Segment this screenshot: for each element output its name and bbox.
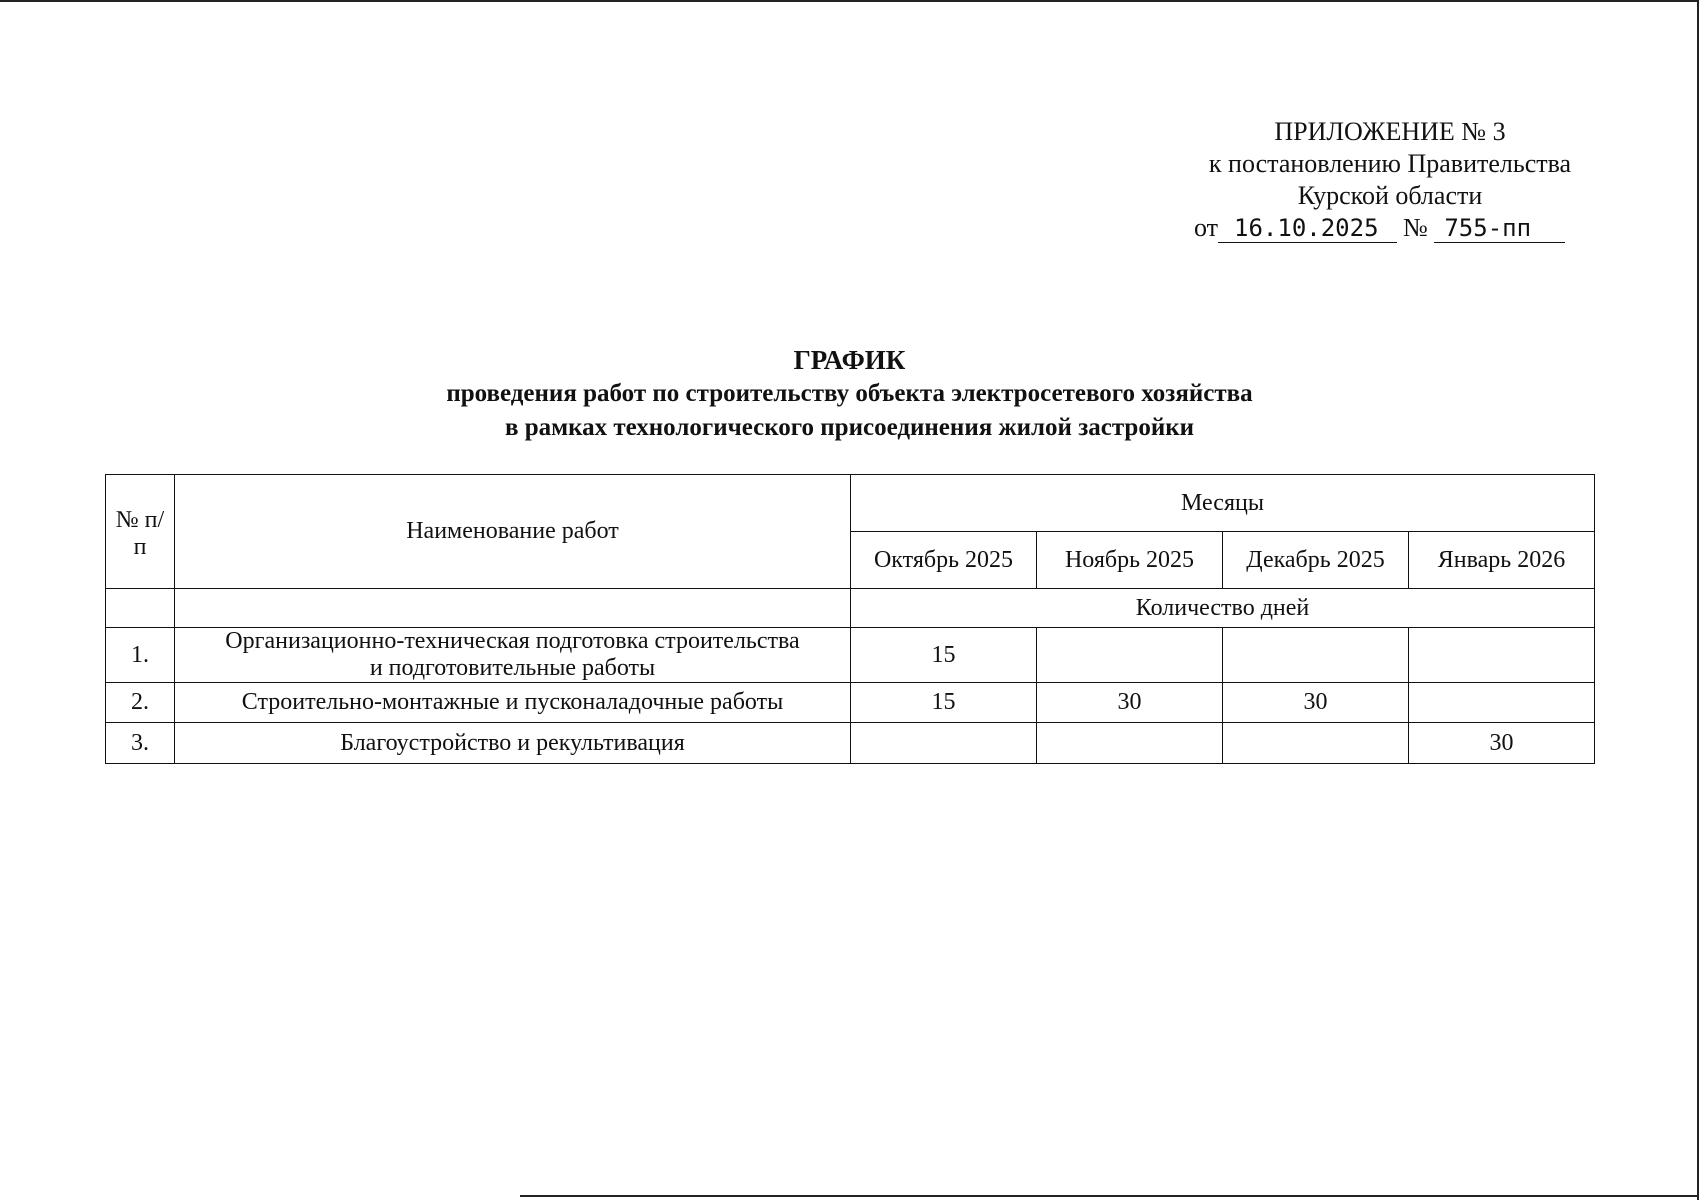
table-row [106, 628, 1595, 683]
row-value-october: 15 [851, 628, 1037, 683]
row-num: 1. [106, 628, 175, 683]
row-name-line-1: Организационно-техническая подготовка строительства [225, 628, 800, 654]
document-title [0, 343, 1699, 445]
header-name: Наименование работ [175, 475, 851, 589]
table-row [106, 723, 1595, 764]
header-month-1: Октябрь 2025 [851, 532, 1037, 589]
header-days-label: Количество дней [851, 589, 1595, 628]
title-subtitle-1: проведения работ по строительству объекта электросетевого хозяйства [446, 380, 1253, 407]
appendix-title: ПРИЛОЖЕНИЕ № 3 [1274, 117, 1506, 146]
row-name: Строительно-монтажные и пусконаладочные работы [175, 683, 851, 723]
title-main: ГРАФИК [793, 345, 906, 375]
appendix-block [1180, 116, 1600, 244]
decree-date: 16.10.2025 [1218, 214, 1397, 243]
appendix-date-line [1180, 212, 1600, 244]
row-value-november [1037, 723, 1223, 764]
row-value-december [1223, 723, 1409, 764]
row-value-january [1409, 683, 1595, 723]
page-edge-bottom [520, 1195, 1699, 1197]
empty-cell [175, 589, 851, 628]
row-value-october: 15 [851, 683, 1037, 723]
number-prefix: № [1403, 213, 1428, 242]
header-month-4: Январь 2026 [1409, 532, 1595, 589]
row-value-january [1409, 628, 1595, 683]
row-value-january: 30 [1409, 723, 1595, 764]
header-months-group: Месяцы [851, 475, 1595, 532]
row-name: Благоустройство и рекультивация [175, 723, 851, 764]
row-value-december [1223, 628, 1409, 683]
row-name [175, 628, 851, 683]
header-month-3: Декабрь 2025 [1223, 532, 1409, 589]
row-value-december: 30 [1223, 683, 1409, 723]
row-name-line-2: и подготовительные работы [369, 655, 656, 681]
table-row [106, 683, 1595, 723]
row-num: 3. [106, 723, 175, 764]
header-row-1 [106, 475, 1595, 532]
page-edge-top [0, 0, 1699, 2]
decree-number: 755-пп [1434, 214, 1565, 243]
row-value-november: 30 [1037, 683, 1223, 723]
row-value-november [1037, 628, 1223, 683]
header-num: № п/п [106, 475, 175, 589]
date-prefix: от [1194, 213, 1219, 242]
title-subtitle-2: в рамках технологического присоединения жилой застройки [504, 414, 1195, 441]
row-num: 2. [106, 683, 175, 723]
header-row-3 [106, 589, 1595, 628]
schedule-table [105, 474, 1595, 764]
empty-cell [106, 589, 175, 628]
header-month-2: Ноябрь 2025 [1037, 532, 1223, 589]
row-value-october [851, 723, 1037, 764]
appendix-decree: к постановлению Правительства [1208, 149, 1572, 178]
appendix-region: Курской области [1297, 181, 1483, 210]
